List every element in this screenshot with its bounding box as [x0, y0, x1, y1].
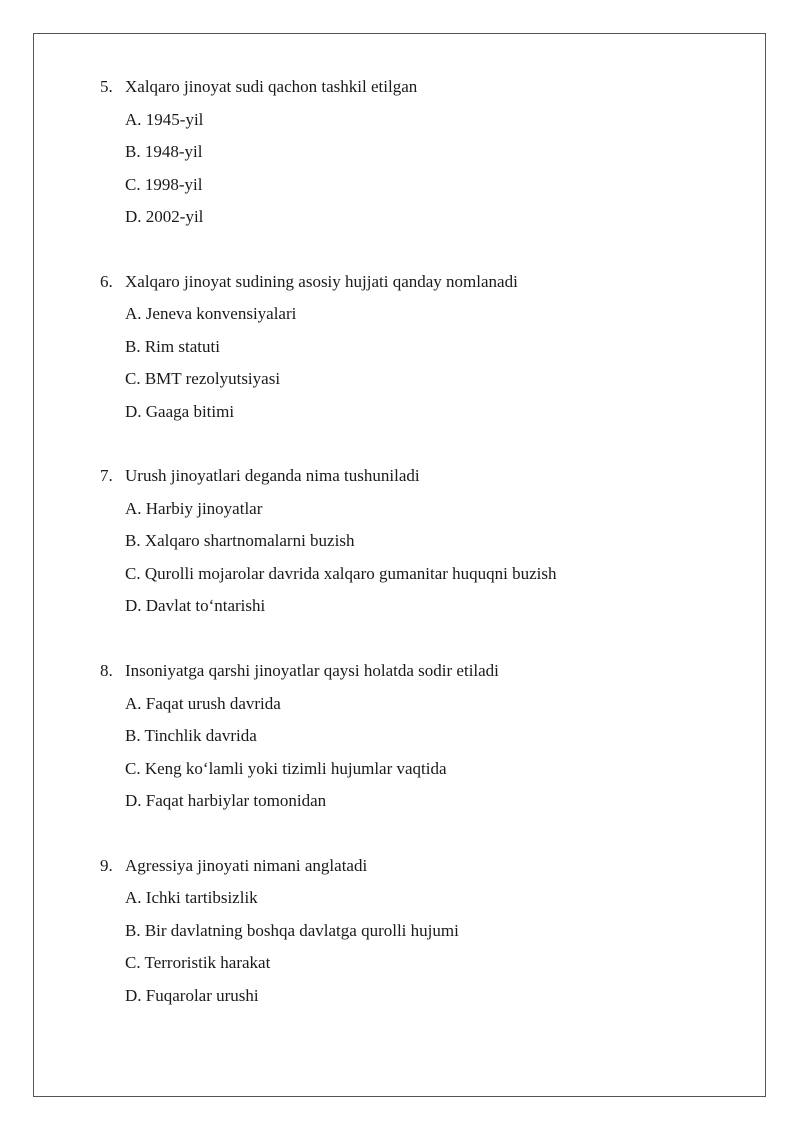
question-7 [100, 462, 740, 657]
question-number: 6. [100, 271, 113, 291]
answer-option-b: B. Rim statuti [125, 336, 220, 356]
question-list [100, 73, 740, 1046]
question-9 [100, 852, 740, 1047]
question-title [100, 852, 740, 885]
question-title [100, 462, 740, 495]
answer-option-a: A. Faqat urush davrida [125, 693, 281, 713]
question-text: Urush jinoyatlari deganda nima tushuniladi [125, 466, 420, 486]
question-title [100, 73, 740, 106]
answer-option-d: D. 2002-yil [125, 207, 204, 226]
answer-option-b: B. Bir davlatning boshqa davlatga qurolli hujumi [125, 920, 459, 940]
question-number: 7. [100, 466, 113, 486]
question-6 [100, 268, 740, 463]
answer-option-d: D. Gaaga bitimi [125, 401, 235, 421]
question-8 [100, 657, 740, 852]
question-text: Agressiya jinoyati nimani anglatadi [125, 855, 368, 875]
answer-option-b: B. Tinchlik davrida [125, 726, 257, 746]
answer-option-a: A. 1945-yil [125, 109, 204, 129]
question-number: 9. [100, 855, 113, 875]
question-5 [100, 73, 740, 268]
question-number: 8. [100, 661, 113, 681]
answer-option-d: D. Fuqarolar urushi [125, 985, 259, 1005]
answer-option-c: C. Terroristik harakat [125, 953, 271, 973]
answer-option-c: C. BMT rezolyutsiyasi [125, 369, 281, 389]
answer-option-b: B. Xalqaro shartnomalarni buzish [125, 531, 355, 551]
answer-option-c: C. Keng ko‘lamli yoki tizimli hujumlar vaqtida [125, 758, 447, 778]
answer-option-a: A. Harbiy jinoyatlar [125, 498, 263, 518]
answer-option-a: A. Jeneva konvensiyalari [125, 304, 297, 324]
answer-option-c: C. 1998-yil [125, 174, 203, 194]
question-text: Xalqaro jinoyat sudining asosiy hujjati qanday nomlanadi [125, 271, 518, 291]
question-title [100, 657, 740, 690]
answer-option-a: A. Ichki tartibsizlik [125, 888, 258, 908]
question-title [100, 268, 740, 301]
answer-option-d: D. Faqat harbiylar tomonidan [125, 791, 327, 811]
answer-option-c: C. Qurolli mojarolar davrida xalqaro gumanitar huquqni buzish [125, 563, 557, 583]
question-text: Insoniyatga qarshi jinoyatlar qaysi holatda sodir etiladi [125, 661, 499, 681]
answer-option-d: D. Davlat to‘ntarishi [125, 596, 266, 616]
answer-option-b: B. 1948-yil [125, 142, 203, 161]
question-number: 5. [100, 77, 113, 96]
question-text: Xalqaro jinoyat sudi qachon tashkil etilgan [125, 77, 418, 96]
